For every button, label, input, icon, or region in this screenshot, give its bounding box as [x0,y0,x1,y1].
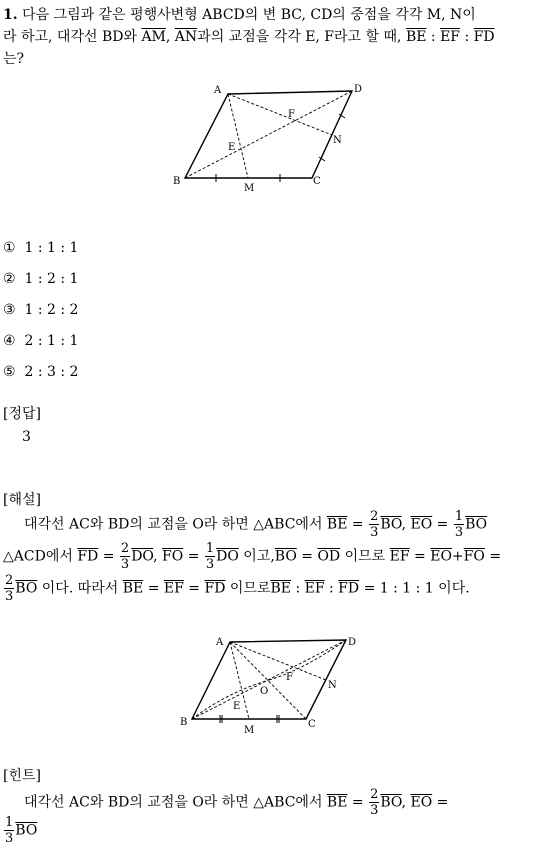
segment-be: $\overline{BE}$ [326,516,348,533]
fraction-1-3 [454,510,464,539]
segment-be: $\overline{BE}$ [270,580,291,597]
fraction-2-3 [369,510,379,539]
question-text: 다음 그림과 같은 평행사변형 ABCD의 변 BC, CD의 중점을 각각 M, N이 [22,7,476,23]
colon: : [430,29,436,45]
label-n: N [333,135,342,146]
explanation-text: 이다. 따라서 [41,580,119,597]
equals: = [436,794,449,811]
figure-parallelogram-solution [178,630,362,738]
segment-bo: $\overline{BO}$ [465,516,488,533]
numerator: 1 [454,509,464,524]
question-text: 과의 교점을 각각 E, F라고 할 때, [197,29,402,45]
choice-4[interactable] [3,333,78,349]
answer-value: 3 [22,429,31,445]
comma: , [153,548,158,565]
segment-ef: $\overline{EF}$ [440,29,461,45]
explanation-text: 대각선 AC와 BD의 교점을 O라 하면 △ABC에서 [24,516,323,533]
segment-bo: $\overline{BO}$ [15,580,38,597]
question-number: 1. [3,7,18,23]
equals: = [187,548,200,565]
question-line-1 [3,4,476,24]
segment-fo: $\overline{FO}$ [463,548,485,565]
equals: = [351,794,364,811]
denominator: 3 [120,557,130,572]
comma: , [401,516,407,533]
segment-an-line [230,642,326,680]
label-d: D [348,637,357,648]
label-a: A [216,637,224,648]
segment-fd: $\overline{FD}$ [338,580,360,597]
segment-do: $\overline{DO}$ [216,548,239,565]
label-b: B [173,176,181,187]
equals: = [351,516,364,533]
segment-bo: $\overline{BO}$ [380,794,402,811]
hint-line-1 [24,788,448,817]
explanation-text: = 1 : 1 : 1 이다. [363,580,470,597]
segment-eo: $\overline{EO}$ [410,516,433,533]
hint-line-2 [3,816,37,845]
choice-5[interactable] [3,364,78,380]
diagonal-bd [185,91,352,178]
choice-text: 1 : 1 : 1 [24,240,79,256]
choice-mark: ③ [3,302,16,318]
choice-text: 2 : 3 : 2 [24,364,79,380]
question-text: 라 하고, 대각선 BD와 [3,29,137,45]
explanation-line-1 [24,510,487,539]
choice-mark: ② [3,271,16,287]
comma: , [401,794,407,811]
equals: = [188,580,201,597]
label-o: O [260,686,269,697]
segment-be: $\overline{BE}$ [326,794,348,811]
label-e: E [233,701,241,712]
question-line-3: 는? [3,51,25,67]
denominator: 3 [370,525,379,540]
numerator: 2 [120,541,130,556]
fraction-2-3 [369,788,379,817]
segment-ef: $\overline{EF}$ [389,548,410,565]
numerator: 1 [205,541,215,556]
choice-text: 2 : 1 : 1 [24,333,79,349]
equals: = [414,548,426,565]
figure-parallelogram [170,80,370,192]
choice-text: 1 : 2 : 1 [24,271,79,287]
explanation-heading: [해설] [3,492,41,508]
choice-mark: ⑤ [3,364,16,380]
colon: : [295,580,301,597]
segment-do: $\overline{DO}$ [131,548,154,565]
fraction-1-3 [4,816,14,845]
label-c: C [308,719,316,730]
label-n: N [328,680,337,691]
hint-text: 대각선 AC와 BD의 교점을 O라 하면 △ABC에서 [24,794,323,811]
segment-bo: $\overline{BO}$ [380,516,402,533]
hint-heading: [힌트] [3,768,41,784]
segment-fo: $\overline{FO}$ [162,548,184,565]
explanation-text: 이므로 [344,548,386,565]
fraction-1-3 [205,542,215,571]
equals: = [489,548,502,565]
colon: : [329,580,334,597]
label-f: F [288,109,295,120]
explanation-line-3 [3,574,470,603]
label-d: D [354,84,363,95]
denominator: 3 [454,525,464,540]
explanation-line-2 [3,542,501,571]
explanation-text: △ACD에서 [3,548,73,565]
numerator: 2 [5,573,14,588]
label-m: M [244,725,255,736]
label-m: M [244,183,255,192]
segment-be: $\overline{BE}$ [122,580,144,597]
segment-an: $\overline{AN}$ [174,29,198,45]
segment-eo: $\overline{EO}$ [410,794,433,811]
label-e: E [228,142,236,153]
answer-heading: [정답] [3,406,41,422]
choice-mark: ④ [3,333,16,349]
choice-mark: ① [3,240,16,256]
fraction-2-3 [4,574,14,603]
segment-am: $\overline{AM}$ [141,29,166,45]
denominator: 3 [5,589,14,604]
denominator: 3 [205,557,215,572]
segment-od: $\overline{OD}$ [317,548,341,565]
equals: = [436,516,449,533]
colon: : [464,29,470,45]
numerator: 2 [370,509,379,524]
segment-bo: $\overline{BO}$ [274,548,297,565]
choice-2[interactable] [3,271,78,287]
segment-am-line [228,94,248,178]
segment-bo: $\overline{BO}$ [15,822,38,839]
diagonal-bd [192,640,346,719]
segment-fd: $\overline{FD}$ [473,29,495,45]
denominator: 3 [5,831,14,846]
fraction-2-3 [120,542,130,571]
choice-3[interactable] [3,302,78,318]
choice-text: 1 : 2 : 2 [24,302,79,318]
label-f: F [286,672,293,683]
equals: = [147,580,160,597]
label-a: A [214,85,222,96]
numerator: 1 [5,815,14,830]
equals: = [102,548,115,565]
numerator: 2 [370,787,379,802]
segment-be: $\overline{BE}$ [405,29,427,45]
segment-ef: $\overline{EF}$ [163,580,184,597]
label-c: C [313,176,321,187]
segment-ef: $\overline{EF}$ [304,580,325,597]
plus: + [451,548,464,565]
segment-eo: $\overline{EO}$ [430,548,452,565]
denominator: 3 [370,803,379,818]
explanation-text: 이고, [243,548,275,565]
choice-1[interactable] [3,240,78,256]
question-line-2 [3,26,495,46]
segment-fd: $\overline{FD}$ [204,580,226,597]
segment-fd: $\overline{FD}$ [77,548,99,565]
label-b: B [180,717,188,728]
equals: = [301,548,313,565]
explanation-text: 이므로 [229,580,271,597]
comma: , [165,29,171,45]
